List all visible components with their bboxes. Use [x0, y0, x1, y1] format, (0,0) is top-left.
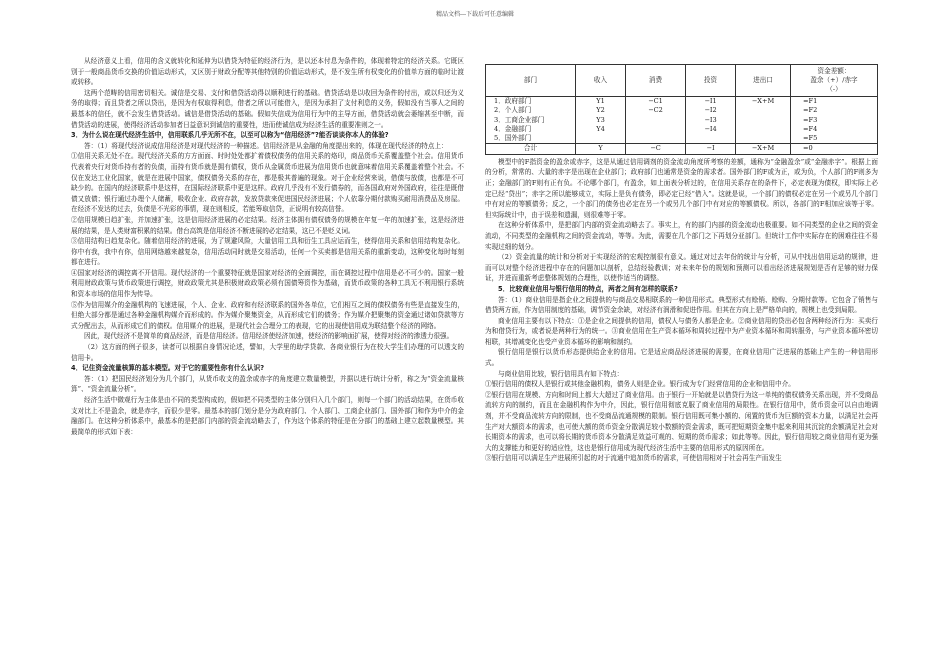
right-column-text — [485, 157, 878, 464]
left-column — [71, 56, 464, 437]
balance-cell — [791, 97, 878, 144]
body-paragraph: 答：（1）商业信用是指企业之间提供的与商品交易相联系的一种信用形式。典型形式有赊销、赊购、分期付款等。它包含了销售与借贷两方面，作为信用制度的基础，调节资金余缺，对经济有润滑和促进作用。但其在方向上是严格单向的，规模上也受到局限。 — [485, 295, 878, 315]
total-investment: −I — [686, 144, 736, 154]
total-trade: −X+M — [736, 144, 791, 154]
body-paragraph: 在这种分析体系中，是把部门内部的资金流动略去了。事实上，有的部门内部的资金流动也极重要。如不同类型的企业之间的资金流动，不同类型的金融机构之间的资金流动，等等。为此，需要在几个部门之下再划分亚部门。但统计工作中实际存在的困难往往不易实现过细的划分。 — [485, 221, 878, 251]
header-consumption: 消费 — [626, 65, 686, 97]
sector-item: 3．工商企业部门 — [494, 115, 545, 124]
numbered-point: ④国家对经济的调控离不开信用。现代经济的一个重要特征就是国家对经济的全面调控，而在调控过程中信用是必不可少的。国家一般利用财政政策与货币政策进行调控，财政政策尤其是积极财政政策必须有国债筹资作为基础，而货币政策的各种工具无不利用银行系统和资本市场的信用作为传导。 — [71, 268, 464, 299]
body-paragraph: （2）这方面的例子很多，读者可以根据自身情况论述，譬如，大学里的助学贷款、各商业银行为在校大学生们办理的可以透支的信用卡。 — [71, 343, 464, 362]
numbered-point: ①信用关系无处不在。现代经济关系的方方面面、时时处处都扩着债权债务的信用关系的烙印，商品货币关系覆盖整个社会。信用货币代表着央行对货币持有者的负债，而持有货币就是拥有债权，货币从金属货币进展为信用货币也就意味着信用关系覆盖着整个社会。不仅在发达工业化国家，就是在进展中国家，债权债务关系的存在，都是极其普遍的现象。对于企业经营来说，借债与放债，也都是不可缺少的。在国内的经济联系中是这样，在国际经济联系中更是这样。政府几乎没有不发行债券的，而各国政府对外国政府，往往是既借债又放债；银行通过办理个人储蓄，吸收企业、政府存款，发放贷款来促进国民经济进展；个人依靠分期付款购买耐用消费品及房屋。在经济不发达的过去，负债是不光彩的事情，现在则相反，若能筹取信贷，正说明有较高信誉。 — [71, 152, 464, 214]
body-paragraph: 答：（1）将现代经济说成信用经济是对现代经济的一种描述。信用经济是从金融的角度提出来的，体现在现代经济的特点上： — [84, 141, 448, 150]
total-balance: =0 — [791, 144, 878, 154]
balance-value: =F4 — [803, 124, 818, 133]
numbered-point: ②银行信用在规模、方向和时间上都大大超过了商业信用。由于银行一开始就是以借贷行为这一单纯的债权债务关系出现，并不受商品流转方向的制约，而且在金融机构作为中介，因此，银行信用彻底克服了商业信用的局限性。在银行信用中，货币资金可以自由地调剂，并不受商品流转方向的限制，也不受商品流通规模的限制。银行信用既可集小额的、闲置的货币为巨额的资本力量，以满足社会再生产对大额资本的需求，也可使大额的货币资金分散满足较小数额的资金需求，既可把短期资金集中起来利用其沉淀的余额满足社会对长期资本的需求，也可以将长期的货币资本分散满足效益可观的、短期的货币需求；如此等等。因此，银行信用较之商业信用有更为强大的支撑能力和更好的适应性，这也是银行信用成为现代经济生活中主要的信用形式的原因所在。 — [485, 390, 878, 452]
consumption-value: −C2 — [648, 106, 663, 115]
investment-value: −I4 — [704, 124, 717, 133]
header-investment: 投资 — [686, 65, 736, 97]
numbered-point: ③信用结构日趋复杂化。随着信用经济的进展，为了规避风险，大量信用工具和衍生工具应运而生，使得信用关系和信用结构复杂化。你中有我，我中有你，信用网络越来越复杂，信用活动同时就是交易活动，任何一个买卖都是信用关系的重新变动，这种变化每时每刻都在进行。 — [71, 237, 464, 267]
total-label: 合计 — [486, 144, 576, 154]
sector-item: 1．政府部门 — [494, 97, 532, 105]
question-heading: 4．记住资金流量核算的基本模型。对于它的重要性你有什么认识? — [71, 364, 265, 373]
header-balance: 资金差额： 盈余（+）/赤字 （-） — [791, 65, 878, 97]
fund-flow-table — [485, 64, 878, 155]
trade-cell — [736, 97, 791, 144]
balance-value: =F1 — [803, 97, 818, 105]
document-header-note: 精品文档---下载后可任意编辑 — [435, 11, 515, 18]
body-paragraph: 经济生活中微观行为主体是由不同的类型构成的，假如把不同类型的主体分别归入几个部门，则每一个部门的活动结果，在货币收支对比上不是盈余，就是赤字，而很少是零。最基本的部门划分是分为政府部门、个人部门、工商企业部门、国外部门和作为中介的金融部门。在这种分析体系中，最基本的是把部门内部的资金流动略去了，作为这个体系的特征是在分部门的基础上建立起数量模型。其最简单的形式如下表： — [71, 396, 464, 436]
body-paragraph: 从经济意义上看，信用的含义就转化和延伸为以借贷为特征的经济行为，是以还本付息为条件的，体现着特定的经济关系。它既区别于一般商品货币交换的价值运动形式，又区别于财政分配等其他特别的价值运动形式，是不发生所有权变化的价值单方面的临时让渡或转移。 — [71, 57, 464, 87]
body-paragraph: 与商业信用比较，银行信用具有如下特点： — [498, 369, 624, 378]
header-income: 收入 — [576, 65, 626, 97]
investment-value: −I1 — [704, 97, 717, 105]
sector-item: 2．个人部门 — [494, 106, 532, 115]
header-sector: 部门 — [486, 65, 576, 97]
body-paragraph: 商业信用主要有以下特点：①是企业之间提供的信用，债权人与债务人都是企业。②商业信用的贷出必包含两种经济行为：买卖行为和借贷行为，或者说是两种行为的统一。③商业信用在生产资本循环和周转过程中为产业资本循环和周转服务，与产业资本循环密切相联，其增减变化也受产业资本循环的影响和制约。 — [485, 316, 878, 346]
body-paragraph: 答：（1）把国民经济划分为几个部门，从货币收支的盈余或赤字的角度建立数量模型，并据以进行统计分析，称之为“资金流量核算”、“资金流量分析”。 — [71, 374, 464, 394]
consumption-cell — [626, 97, 686, 144]
consumption-value: −C1 — [648, 97, 663, 105]
total-income: Y — [576, 144, 626, 154]
body-paragraph: 模型中的F指资金的盈余或赤字，这是从通过信用调剂的资金流动角度所考察的差额，通称为“金融盈余”或“金融赤字”。根据上面的分析，常常的、大量的赤字是出现在企业部门；政府部门也通常是资金的需求者。国外部门的F或为正，或为负，个人部门的F则多为正；金融部门的F则有正有负。不论哪个部门，有盈余，如上面表分析过的，在信用关系存在的条件下，必定表现为债权，即实际上必定已经“贷出”；赤字之所以能够成立，实际上是负有债务，即必定已经“借入”。这就是说，一个部门的债权必定在另一个或另几个部门中有对应的等额债务；反之，一个部门的债务也必定在另一个或另几个部门中有对应的等额债权。所以，各部门的F相加应该等于零。但实际统计中，由于误差和遗漏，则很难等于零。 — [485, 157, 878, 219]
balance-value: =F3 — [803, 115, 818, 124]
income-value: Y4 — [596, 124, 605, 133]
table-body-row — [486, 97, 878, 144]
header-trade: 进出口 — [736, 65, 791, 97]
income-value: Y3 — [596, 115, 605, 124]
numbered-point: ②信用规模日趋扩张，并加速扩张，这是信用经济进展的必定结果。经济主体拥有债权债务的规模在年复一年的加速扩张，这是经济进展的结果，是人类财富积累的结果。借台高筑是信用经济不断进展的必定结果，这已不是贬义词。 — [71, 215, 464, 235]
investment-cell — [686, 97, 736, 144]
body-paragraph: （2）资金流量的统计和分析对于实现经济的宏观控制很有意义。通过对过去年份的统计与分析，可从中找出信用运动的规律，进而可以对整个经济进程中存在的问题加以剖析，总结经验教训；对未来年份的规划和预测可以看出经济进展规划是否有足够的财力保证，并进而重新考虑整体规划的合理性，以使作适当的调整。 — [485, 253, 878, 283]
balance-value: =F2 — [803, 106, 818, 115]
body-paragraph: 这两个范畴的信用密切相关。诚信是交易、支付和借贷活动得以顺利进行的基础。借贷活动是以收回为条件的付出，或以归还为义务的取得；而且贷者之所以贷出，是因为有权取得利息，借者之所以可能借入，是因为承担了支付利息的义务，假如没有当事人之间的最基本的信任，就不会发生借贷活动。诚信是借贷活动的基础。假如失信成为信用行为中的主导方面，借贷活动就会萎缩甚至中断，而借贷活动的进展，使得经济活动参加者日益意识到诚信的重要性，进而使诚信成为经济生活的重要准则之一。 — [71, 88, 464, 129]
numbered-point: ③银行信用可以满足生产进展所引起的对于流通中追加货币的需求，可使信用相对于社会再生产而发生 — [485, 454, 782, 463]
income-value: Y2 — [596, 106, 605, 115]
body-paragraph: 因此，现代经济不是简单的商品经济，而是信用经济。信用经济使经济加速，使经济的影响面扩展，使得对经济的渗透力很强。 — [84, 332, 454, 341]
sector-item: 4．金融部门 — [494, 124, 532, 133]
right-column — [485, 64, 878, 464]
body-paragraph: 银行信用是银行以货币形态提供给企业的信用。它是适应商品经济进展的需要，在商业信用广泛进展的基础上产生的一种信用形式。 — [485, 348, 878, 368]
table-header-row — [486, 65, 878, 97]
sector-list — [486, 97, 576, 144]
numbered-point: ⑤作为信用媒介的金融机构的飞速进展，个人、企业、政府和有经济联系的国外各单位，它们相互之间的债权债务有些是直接发生的，但绝大部分都是通过各种金融机构媒介而形成的。作为媒介聚集资金，从而形成它们的债务；作为媒介把聚集的资金通过诸如贷款等方式分配出去，从而形成它们的债权。信用媒介的进展，是现代社会合理分工的表现，它的出现使信用成为联结整个经济的网络。 — [71, 300, 464, 330]
income-value: Y1 — [596, 97, 605, 105]
sector-item: 5．国外部门 — [494, 134, 532, 143]
investment-value: −I3 — [704, 115, 717, 124]
trade-value: −X+M — [751, 97, 775, 105]
numbered-point: ①银行信用的债权人是银行或其他金融机构，债务人则是企业。银行成为专门经营信用的企业和信用中介。 — [485, 380, 795, 389]
income-cell — [576, 97, 626, 144]
table-total-row — [486, 144, 878, 154]
investment-value: −I2 — [704, 106, 717, 115]
balance-value: =F5 — [803, 134, 818, 143]
question-heading: 5．比较商业信用与银行信用的特点，两者之间有怎样的联系? — [498, 284, 678, 293]
question-heading: 3．为什么说在现代经济生活中，信用联系几乎无所不在，以至可以称为“信用经济”?能否谈谈你本人的体验? — [71, 131, 389, 140]
total-consumption: −C — [626, 144, 686, 154]
